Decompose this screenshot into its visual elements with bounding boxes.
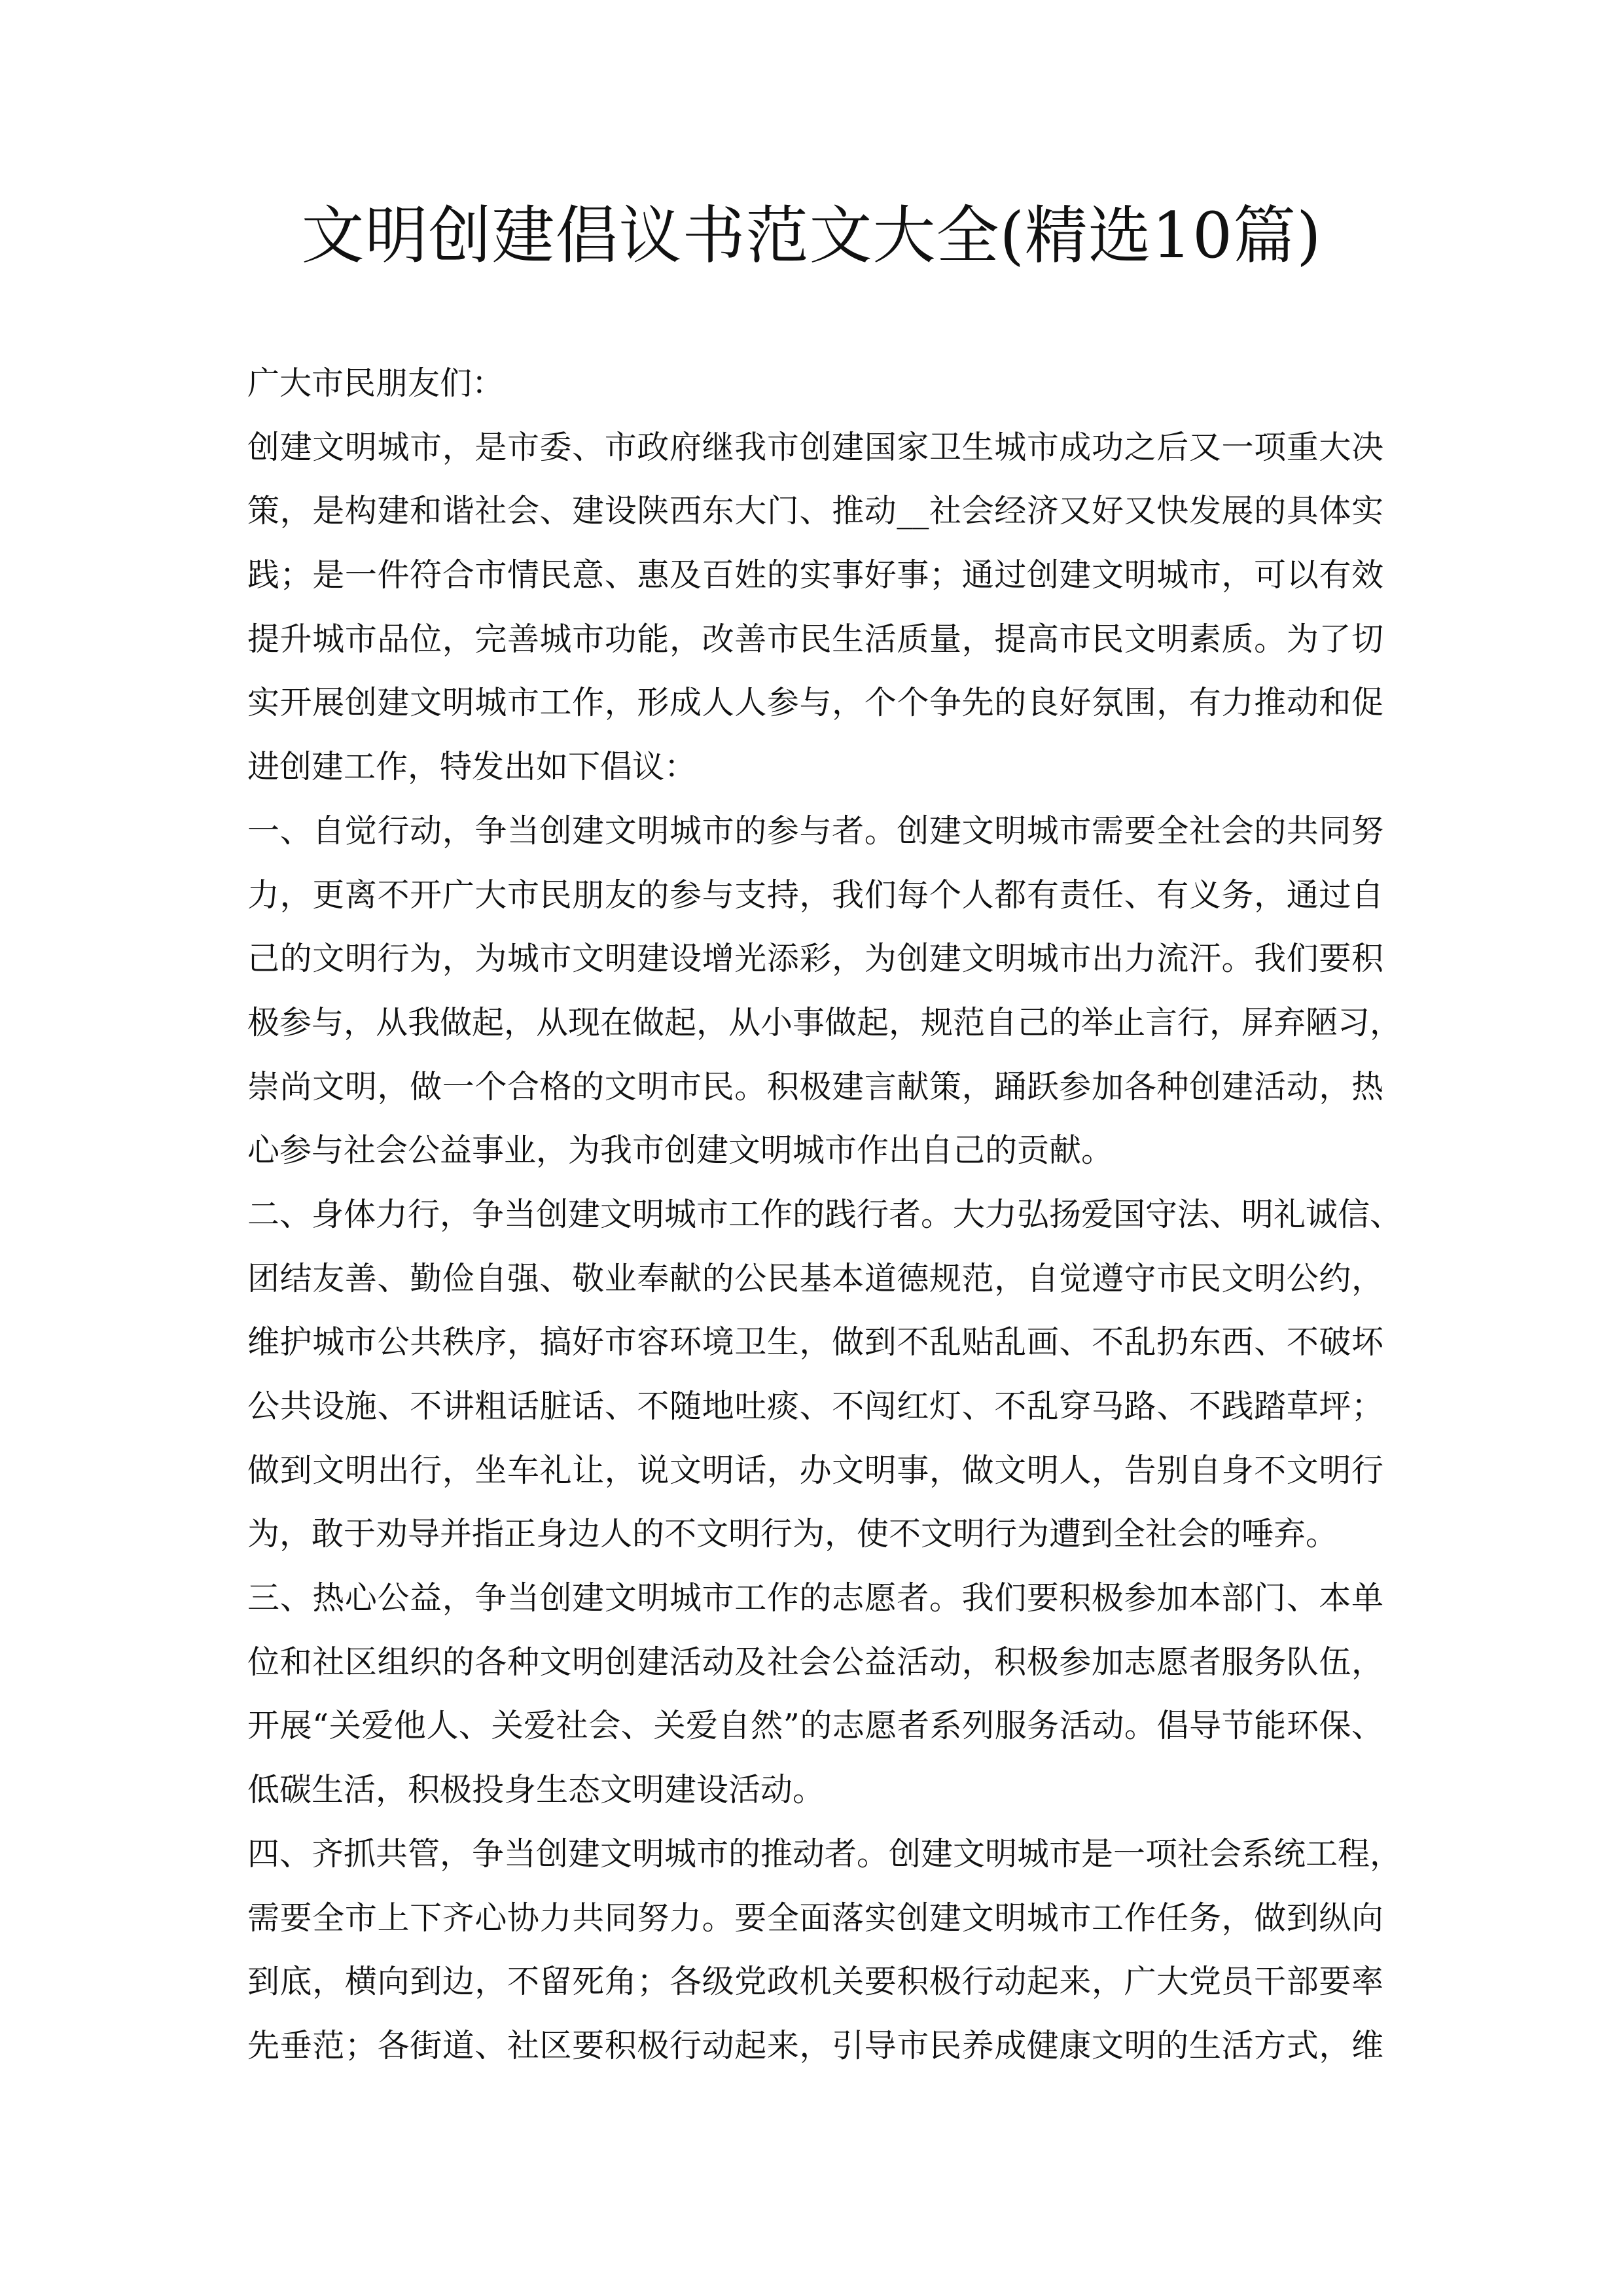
document-title: 文明创建倡议书范文大全(精选10篇) — [301, 199, 1322, 272]
paragraph — [247, 416, 1383, 799]
text-line: 己的文明行为，为城市文明建设增光添彩，为创建文明城市出力流汗。我们要积 — [247, 940, 1383, 978]
text-line: 四、齐抓共管，争当创建文明城市的推动者。创建文明城市是一项社会系统工程， — [247, 1835, 1402, 1873]
text-line: 提升城市品位，完善城市功能，改善市民生活质量，提高市民文明素质。为了切 — [247, 620, 1383, 658]
text-line: 需要全市上下齐心协力共同努力。要全面落实创建文明城市工作任务，做到纵向 — [247, 1899, 1383, 1937]
text-line: 维护城市公共秩序，搞好市容环境卫生，做到不乱贴乱画、不乱扔东西、不破坏 — [247, 1323, 1383, 1361]
text-line: 实开展创建文明城市工作，形成人人参与，个个争先的良好氛围，有力推动和促 — [247, 684, 1383, 722]
text-line: 进创建工作，特发出如下倡议： — [247, 748, 697, 786]
text-line: 开展“关爱他人、关爱社会、关爱自然”的志愿者系列服务活动。倡导节能环保、 — [247, 1707, 1383, 1745]
text-line: 创建文明城市，是市委、市政府继我市创建国家卫生城市成功之后又一项重大决 — [247, 428, 1383, 466]
text-line: 公共设施、不讲粗话脏话、不随地吐痰、不闯红灯、不乱穿马路、不践踏草坪； — [247, 1388, 1383, 1425]
text-line: 策，是构建和谐社会、建设陕西东大门、推动__社会经济又好又快发展的具体实 — [247, 492, 1383, 530]
text-line: 极参与，从我做起，从现在做起，从小事做起，规范自己的举止言行，屏弃陋习， — [247, 1003, 1402, 1041]
paragraph — [247, 351, 1383, 416]
paragraph — [247, 799, 1402, 1183]
text-line: 一、自觉行动，争当创建文明城市的参与者。创建文明城市需要全社会的共同努 — [247, 812, 1383, 850]
text-line: 践；是一件符合市情民意、惠及百姓的实事好事；通过创建文明城市，可以有效 — [247, 556, 1383, 594]
document-body — [247, 351, 1402, 2078]
text-line: 崇尚文明，做一个合格的文明市民。积极建言献策，踊跃参加各种创建活动，热 — [247, 1067, 1383, 1105]
text-line: 低碳生活，积极投身生态文明建设活动。 — [247, 1771, 825, 1809]
paragraph — [247, 1822, 1402, 2078]
text-line: 力，更离不开广大市民朋友的参与支持，我们每个人都有责任、有义务，通过自 — [247, 876, 1383, 914]
text-line: 位和社区组织的各种文明创建活动及社会公益活动，积极参加志愿者服务队伍， — [247, 1643, 1383, 1681]
text-line: 广大市民朋友们： — [247, 365, 505, 402]
text-line: 二、身体力行，争当创建文明城市工作的践行者。大力弘扬爱国守法、明礼诚信、 — [247, 1195, 1402, 1233]
text-line: 做到文明出行，坐车礼让，说文明话，办文明事，做文明人，告别自身不文明行 — [247, 1451, 1383, 1489]
text-line: 心参与社会公益事业，为我市创建文明城市作出自己的贡献。 — [247, 1132, 1114, 1170]
text-line: 为，敢于劝导并指正身边人的不文明行为，使不文明行为遭到全社会的唾弃。 — [247, 1515, 1338, 1553]
text-line: 到底，横向到边，不留死角；各级党政机关要积极行动起来，广大党员干部要率 — [247, 1963, 1383, 2001]
text-line: 三、热心公益，争当创建文明城市工作的志愿者。我们要积极参加本部门、本单 — [247, 1579, 1383, 1617]
text-line: 团结友善、勤俭自强、敬业奉献的公民基本道德规范，自觉遵守市民文明公约， — [247, 1259, 1383, 1297]
paragraph — [247, 1566, 1383, 1822]
text-line: 先垂范；各街道、社区要积极行动起来，引导市民养成健康文明的生活方式，维 — [247, 2026, 1383, 2064]
paragraph — [247, 1183, 1402, 1566]
